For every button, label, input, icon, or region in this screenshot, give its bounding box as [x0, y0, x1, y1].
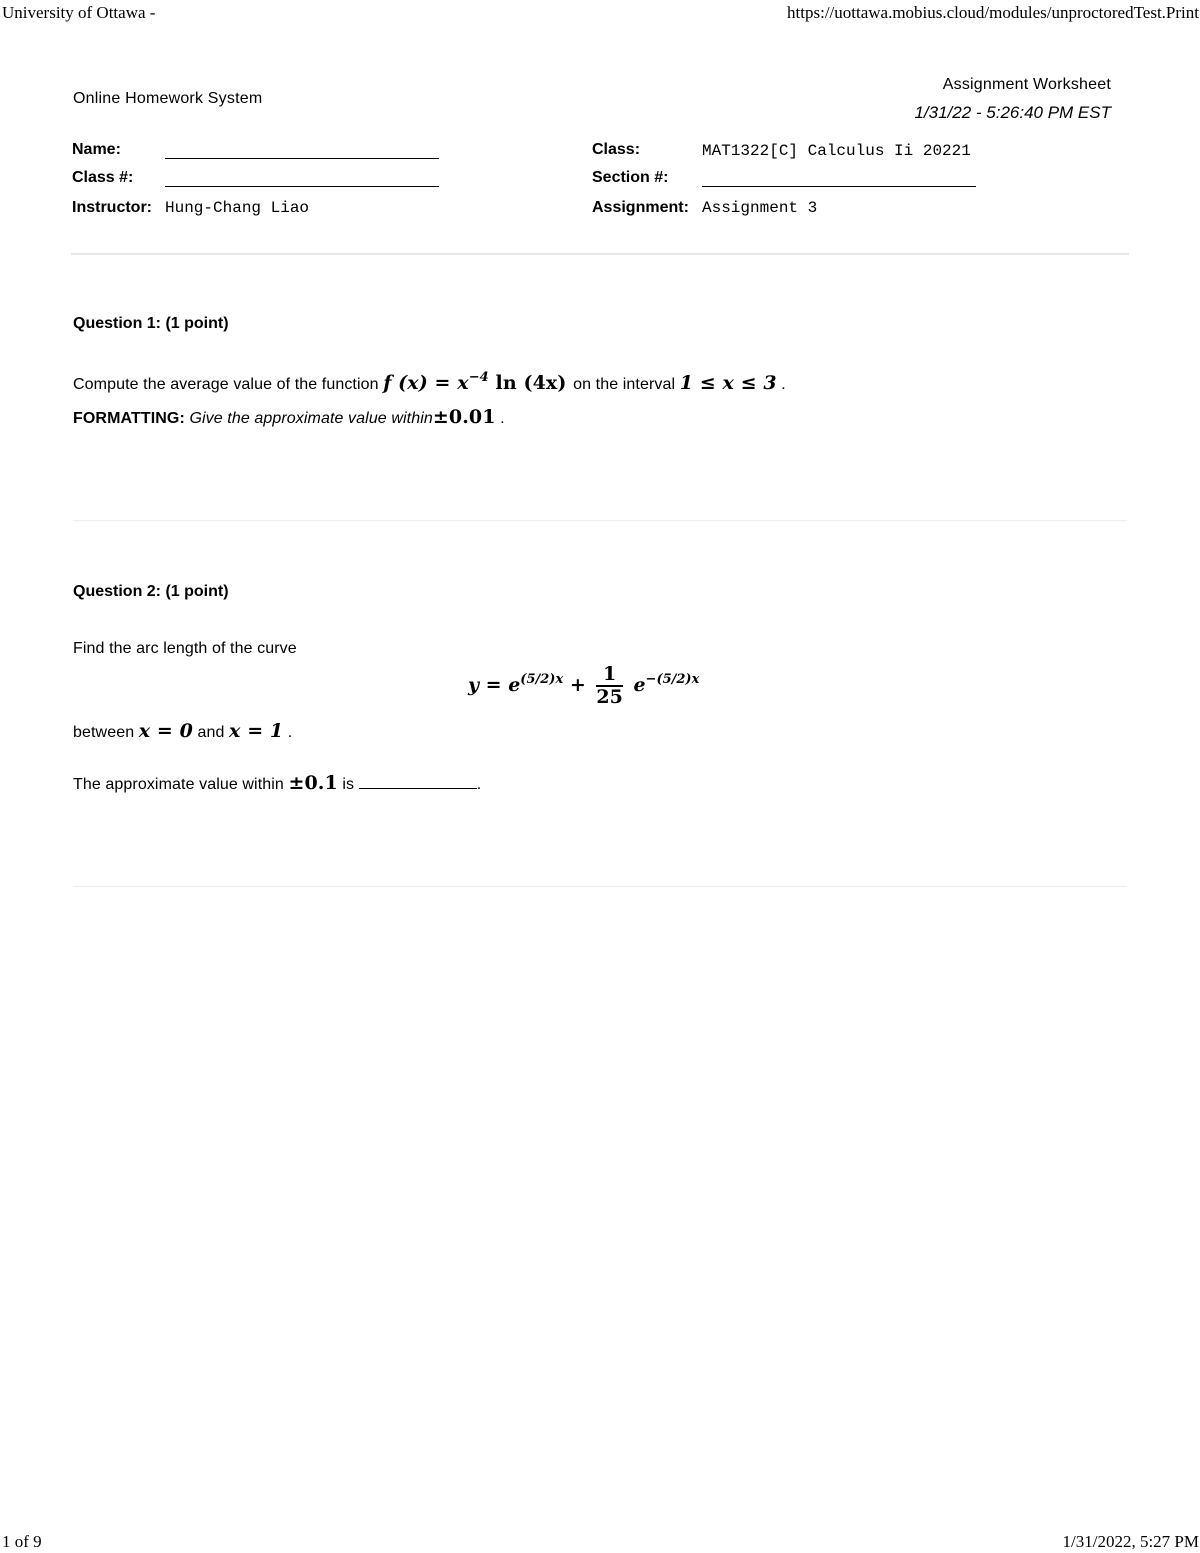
question-2-intro: Find the arc length of the curve [73, 640, 297, 657]
q2-answer-end: . [476, 776, 482, 793]
q2-bound-1: x = 0 [138, 720, 193, 742]
q1-text-before: Compute the average value of the function [73, 376, 379, 393]
q2-bound-2: x = 1 [229, 720, 284, 742]
q2-between-text: between [73, 724, 135, 741]
section-field-line [702, 186, 976, 187]
q2-answer-is: is [342, 776, 355, 793]
class-number-label: Class #: [72, 169, 134, 186]
q2-fraction-denominator: 25 [596, 686, 623, 708]
q1-function-lhs: f (x) = [383, 372, 451, 394]
question-1-title: Question 1: (1 point) [73, 315, 229, 332]
class-number-field-line [165, 186, 439, 187]
class-label: Class: [592, 141, 641, 158]
question-1-divider [73, 520, 1127, 521]
question-2-divider [73, 886, 1127, 887]
name-field-line [165, 158, 439, 159]
page-counter: 1 of 9 [2, 1532, 42, 1551]
q1-function-base: x [457, 372, 469, 394]
q2-term1-base: e [508, 674, 521, 696]
q2-term2-base: e [633, 674, 646, 696]
question-2-answer-line [73, 772, 481, 794]
print-header-title: University of Ottawa - [2, 3, 156, 22]
question-2-bounds [73, 720, 292, 742]
q2-fraction [596, 664, 622, 708]
section-label: Section #: [592, 169, 669, 186]
question-2-title: Question 2: (1 point) [73, 583, 229, 600]
q1-text-middle: on the interval [573, 376, 676, 393]
q2-fraction-numerator: 1 [596, 664, 622, 687]
worksheet-datetime: 1/31/22 - 5:26:40 PM EST [914, 103, 1111, 122]
q2-answer-blank [359, 774, 477, 789]
instructor-value: Hung-Chang Liao [165, 199, 310, 217]
q1-interval: 1 ≤ x ≤ 3 [679, 372, 777, 394]
class-value: MAT1322[C] Calculus Ii 20221 [702, 142, 971, 160]
print-header-url: https://uottawa.mobius.cloud/modules/unproctoredTest.Print [787, 3, 1199, 22]
q1-function [383, 372, 573, 394]
q1-function-rest: ln (4x) [495, 372, 567, 394]
assignment-value: Assignment 3 [702, 199, 818, 217]
question-1-prompt [73, 370, 786, 394]
q2-tolerance: ±0.1 [288, 772, 338, 794]
q2-term1-exponent: (5/2)x [520, 672, 564, 687]
q2-term2-exponent: −(5/2)x [645, 672, 700, 687]
q1-tolerance: ±0.01 [432, 406, 496, 428]
question-1-formatting [73, 406, 505, 428]
q1-formatting-text: Give the approximate value within [189, 410, 433, 427]
q1-function-exponent: −4 [468, 370, 489, 385]
instructor-label: Instructor: [72, 199, 152, 216]
q1-formatting-label: FORMATTING: [73, 410, 185, 427]
worksheet-title: Assignment Worksheet [942, 76, 1111, 93]
q2-plus: + [569, 674, 586, 696]
print-timestamp: 1/31/2022, 5:27 PM [1062, 1532, 1199, 1551]
header-divider [71, 253, 1129, 255]
q1-formatting-end: . [500, 410, 505, 427]
assignment-label: Assignment: [592, 199, 689, 216]
system-name: Online Homework System [73, 90, 263, 107]
name-label: Name: [72, 141, 121, 158]
question-2-equation [468, 664, 699, 708]
q2-and-text: and [197, 724, 225, 741]
q2-bounds-end: . [287, 724, 293, 741]
q2-answer-prefix: The approximate value within [73, 776, 284, 793]
q1-text-end: . [781, 376, 786, 393]
q2-equation-lhs: y = [468, 674, 502, 696]
